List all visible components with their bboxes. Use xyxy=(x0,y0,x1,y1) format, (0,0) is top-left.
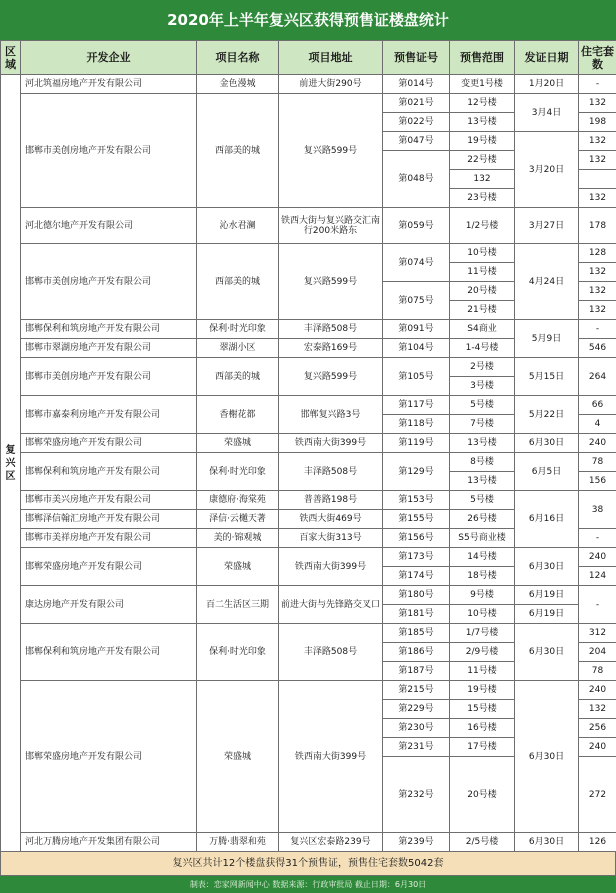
table-cell: 第230号 xyxy=(383,719,450,738)
region-cell: 复 兴 区 xyxy=(1,75,21,852)
table-cell: 18号楼 xyxy=(450,567,515,586)
table-cell: 第180号 xyxy=(383,586,450,605)
table-cell: 1-4号楼 xyxy=(450,339,515,358)
table-cell: 铁西大街469号 xyxy=(279,510,383,529)
table-cell: 丰泽路508号 xyxy=(279,624,383,681)
table-cell: 第091号 xyxy=(383,320,450,339)
table-cell: 5号楼 xyxy=(450,396,515,415)
table-cell: 16号楼 xyxy=(450,719,515,738)
table-cell: 邯郸荣盛房地产开发有限公司 xyxy=(21,548,197,586)
permit-table xyxy=(0,40,616,852)
header-region: 区域 xyxy=(1,41,21,75)
table-cell: 保利·时光印象 xyxy=(197,624,279,681)
table-cell: 7号楼 xyxy=(450,415,515,434)
table-cell: 8号楼 xyxy=(450,453,515,472)
table-cell: 126 xyxy=(579,833,616,852)
table-cell: 2号楼 xyxy=(450,358,515,377)
table-cell: 翠湖小区 xyxy=(197,339,279,358)
table-cell: 272 xyxy=(579,757,616,833)
table-cell: 铁西南大街399号 xyxy=(279,434,383,453)
table-cell: 康德府·海棠苑 xyxy=(197,491,279,510)
table-cell: 13号楼 xyxy=(450,113,515,132)
table-cell: 6月30日 xyxy=(515,833,579,852)
table-cell: 240 xyxy=(579,548,616,567)
table-cell: 第239号 xyxy=(383,833,450,852)
table-cell: 前进大街与先锋路交叉口 xyxy=(279,586,383,624)
table-cell: 19号楼 xyxy=(450,132,515,151)
table-cell: 14号楼 xyxy=(450,548,515,567)
table-cell: 5号楼 xyxy=(450,491,515,510)
table-cell: 11号楼 xyxy=(450,263,515,282)
table-cell: 4 xyxy=(579,415,616,434)
table-cell: 128 xyxy=(579,244,616,263)
table-cell: 23号楼 xyxy=(450,189,515,208)
table-cell: 132 xyxy=(450,170,515,189)
table-cell: 132 xyxy=(579,282,616,301)
table-cell: 第059号 xyxy=(383,208,450,244)
table-row xyxy=(1,94,616,113)
table-cell: 复兴区宏泰路239号 xyxy=(279,833,383,852)
table-cell: 6月30日 xyxy=(515,624,579,681)
table-cell: 第104号 xyxy=(383,339,450,358)
table-cell: 6月19日 xyxy=(515,605,579,624)
table-cell: 10号楼 xyxy=(450,605,515,624)
table-cell: 156 xyxy=(579,472,616,491)
table-cell: 2/5号楼 xyxy=(450,833,515,852)
table-cell: 河北德尔地产开发有限公司 xyxy=(21,208,197,244)
table-cell: 546 xyxy=(579,339,616,358)
table-cell: 第155号 xyxy=(383,510,450,529)
table-cell: 第014号 xyxy=(383,75,450,94)
table-cell: 变更1号楼 xyxy=(450,75,515,94)
table-cell: 百家大街313号 xyxy=(279,529,383,548)
table-cell: 132 xyxy=(579,94,616,113)
table-cell: 6月30日 xyxy=(515,681,579,833)
table-cell: - xyxy=(579,75,616,94)
table-cell: 铁西大街与复兴路交汇南行200米路东 xyxy=(279,208,383,244)
header-issue-date: 发证日期 xyxy=(515,41,579,75)
table-cell: 1/7号楼 xyxy=(450,624,515,643)
summary-text: 复兴区共计12个楼盘获得31个预售证，预售住宅套数5042套 xyxy=(0,852,616,876)
table-cell: S4商业 xyxy=(450,320,515,339)
table-cell: 第117号 xyxy=(383,396,450,415)
header-project-name: 项目名称 xyxy=(197,41,279,75)
table-cell: 邯郸市翠湖房地产开发有限公司 xyxy=(21,339,197,358)
table-cell: 6月30日 xyxy=(515,548,579,586)
table-cell: S5号商业楼 xyxy=(450,529,515,548)
table-cell: 240 xyxy=(579,434,616,453)
table-cell: 第229号 xyxy=(383,700,450,719)
table-cell: 铁西南大街399号 xyxy=(279,681,383,833)
table-cell: 西部美的城 xyxy=(197,358,279,396)
table-cell: 256 xyxy=(579,719,616,738)
table-cell: 1/2号楼 xyxy=(450,208,515,244)
table-cell: 第231号 xyxy=(383,738,450,757)
table-cell: 荣盛城 xyxy=(197,434,279,453)
table-cell: - xyxy=(579,529,616,548)
table-cell: 20号楼 xyxy=(450,282,515,301)
table-cell: 第022号 xyxy=(383,113,450,132)
table-cell: - xyxy=(579,586,616,624)
table-cell: 66 xyxy=(579,396,616,415)
table-cell: 邯郸市美创房地产开发有限公司 xyxy=(21,244,197,320)
table-cell: 240 xyxy=(579,681,616,700)
table-cell: 邯郸复兴路3号 xyxy=(279,396,383,434)
table-cell: 第215号 xyxy=(383,681,450,700)
table-cell: 9号楼 xyxy=(450,586,515,605)
header-permit-scope: 预售范围 xyxy=(450,41,515,75)
table-row xyxy=(1,548,616,567)
table-header-row xyxy=(1,41,616,75)
table-row xyxy=(1,358,616,377)
table-cell: 第232号 xyxy=(383,757,450,833)
table-cell: 邯郸保利和筑房地产开发有限公司 xyxy=(21,320,197,339)
table-cell: 邯郸市美创房地产开发有限公司 xyxy=(21,94,197,208)
table-cell: 6月19日 xyxy=(515,586,579,605)
table-cell: 荣盛城 xyxy=(197,681,279,833)
table-row xyxy=(1,491,616,510)
table-row xyxy=(1,320,616,339)
table-cell: 铁西南大街399号 xyxy=(279,548,383,586)
table-cell: 复兴路599号 xyxy=(279,94,383,208)
table-cell: 132 xyxy=(579,151,616,170)
table-cell: 124 xyxy=(579,567,616,586)
table-row xyxy=(1,434,616,453)
table-cell: 邯郸市美祥房地产开发有限公司 xyxy=(21,529,197,548)
table-cell: 178 xyxy=(579,208,616,244)
table-cell: 泽信·云樾天著 xyxy=(197,510,279,529)
table-row xyxy=(1,833,616,852)
table-row xyxy=(1,244,616,263)
footer-credits: 制表：恋家网新闻中心 数据来源：行政审批局 截止日期：6月30日 xyxy=(0,876,616,893)
table-cell: 第075号 xyxy=(383,282,450,320)
table-cell: 132 xyxy=(579,132,616,151)
table-cell: 312 xyxy=(579,624,616,643)
table-cell: 第048号 xyxy=(383,151,450,208)
table-cell: 第129号 xyxy=(383,453,450,491)
table-cell: 百二生活区三期 xyxy=(197,586,279,624)
table-cell: 5月15日 xyxy=(515,358,579,396)
table-cell: 前进大街290号 xyxy=(279,75,383,94)
table-cell: 132 xyxy=(579,700,616,719)
table-cell: 邯郸市美创房地产开发有限公司 xyxy=(21,358,197,396)
table-cell: 普善路198号 xyxy=(279,491,383,510)
table-cell: 保利·时光印象 xyxy=(197,320,279,339)
table-cell: 78 xyxy=(579,453,616,472)
table-cell: 132 xyxy=(579,189,616,208)
table-cell: 12号楼 xyxy=(450,94,515,113)
table-cell: 宏泰路169号 xyxy=(279,339,383,358)
table-cell: 第174号 xyxy=(383,567,450,586)
table-cell: 264 xyxy=(579,358,616,396)
table-cell: 26号楼 xyxy=(450,510,515,529)
table-cell: 第173号 xyxy=(383,548,450,567)
table-cell: 5月9日 xyxy=(515,320,579,358)
table-cell: 邯郸市美兴房地产开发有限公司 xyxy=(21,491,197,510)
table-cell: 3号楼 xyxy=(450,377,515,396)
table-cell: 10号楼 xyxy=(450,244,515,263)
table-cell: 邯郸泽信翰汇房地产开发有限公司 xyxy=(21,510,197,529)
table-cell: 邯郸保利和筑房地产开发有限公司 xyxy=(21,624,197,681)
table-cell: - xyxy=(579,320,616,339)
table-cell: 第186号 xyxy=(383,643,450,662)
table-row xyxy=(1,208,616,244)
table-cell: 6月16日 xyxy=(515,491,579,548)
table-cell: 邯郸荣盛房地产开发有限公司 xyxy=(21,681,197,833)
table-cell: 第181号 xyxy=(383,605,450,624)
table-cell: 第118号 xyxy=(383,415,450,434)
table-cell: 3月4日 xyxy=(515,94,579,132)
table-cell: 6月5日 xyxy=(515,453,579,491)
table-cell: 11号楼 xyxy=(450,662,515,681)
table-cell: 198 xyxy=(579,113,616,132)
table-cell: 第105号 xyxy=(383,358,450,396)
table-cell: 13号楼 xyxy=(450,434,515,453)
table-cell: 万腾·翡翠和苑 xyxy=(197,833,279,852)
table-cell: 金色漫城 xyxy=(197,75,279,94)
table-cell: 22号楼 xyxy=(450,151,515,170)
table-row xyxy=(1,624,616,643)
table-cell: 204 xyxy=(579,643,616,662)
table-cell: 邯郸荣盛房地产开发有限公司 xyxy=(21,434,197,453)
table-cell: 15号楼 xyxy=(450,700,515,719)
table-cell: 132 xyxy=(579,263,616,282)
table-cell: 河北万腾房地产开发集团有限公司 xyxy=(21,833,197,852)
table-cell: 1月20日 xyxy=(515,75,579,94)
table-row xyxy=(1,453,616,472)
header-developer: 开发企业 xyxy=(21,41,197,75)
table-cell: 第021号 xyxy=(383,94,450,113)
table-cell: 荣盛城 xyxy=(197,548,279,586)
table-body xyxy=(1,75,616,852)
table-cell: 复兴路599号 xyxy=(279,244,383,320)
table-row xyxy=(1,586,616,605)
table-cell: 19号楼 xyxy=(450,681,515,700)
table-row xyxy=(1,681,616,700)
table-cell: 38 xyxy=(579,491,616,529)
table-cell: 20号楼 xyxy=(450,757,515,833)
table-cell: 丰泽路508号 xyxy=(279,320,383,339)
table-cell: 第153号 xyxy=(383,491,450,510)
table-cell: 西部美的城 xyxy=(197,94,279,208)
table-cell: 康达房地产开发有限公司 xyxy=(21,586,197,624)
table-cell: 保利·时光印象 xyxy=(197,453,279,491)
table-cell: 第185号 xyxy=(383,624,450,643)
table-cell: 240 xyxy=(579,738,616,757)
table-cell: 17号楼 xyxy=(450,738,515,757)
header-permit-number: 预售证号 xyxy=(383,41,450,75)
table-cell: 第156号 xyxy=(383,529,450,548)
table-cell: 第119号 xyxy=(383,434,450,453)
table-cell: 132 xyxy=(579,301,616,320)
header-unit-count: 住宅套数 xyxy=(579,41,616,75)
table-cell: 6月30日 xyxy=(515,434,579,453)
table-cell: 香榭花都 xyxy=(197,396,279,434)
table-cell: 邯郸市嘉泰利房地产开发有限公司 xyxy=(21,396,197,434)
table-cell: 3月20日 xyxy=(515,132,579,208)
table-cell: 2/9号楼 xyxy=(450,643,515,662)
table-cell: 美的·锦观城 xyxy=(197,529,279,548)
page-title: 2020年上半年复兴区获得预售证楼盘统计 xyxy=(0,0,616,40)
table-cell: 13号楼 xyxy=(450,472,515,491)
table-cell: 3月27日 xyxy=(515,208,579,244)
table-cell: 丰泽路508号 xyxy=(279,453,383,491)
table-cell: 4月24日 xyxy=(515,244,579,320)
table-cell: 沁水君澜 xyxy=(197,208,279,244)
table-row xyxy=(1,75,616,94)
table-cell: 河北筑福房地产开发有限公司 xyxy=(21,75,197,94)
table-cell: 第187号 xyxy=(383,662,450,681)
header-project-address: 项目地址 xyxy=(279,41,383,75)
table-cell: 第047号 xyxy=(383,132,450,151)
table-cell: 21号楼 xyxy=(450,301,515,320)
table-cell: 78 xyxy=(579,662,616,681)
table-cell: 5月22日 xyxy=(515,396,579,434)
table-row xyxy=(1,396,616,415)
table-cell: 西部美的城 xyxy=(197,244,279,320)
table-cell: 复兴路599号 xyxy=(279,358,383,396)
table-cell: 第074号 xyxy=(383,244,450,282)
table-cell: 邯郸保利和筑房地产开发有限公司 xyxy=(21,453,197,491)
